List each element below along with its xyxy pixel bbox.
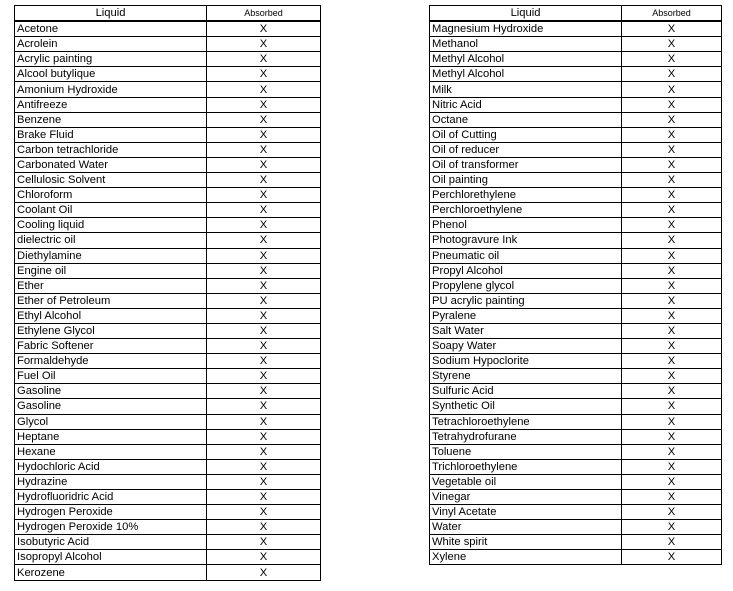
table-row [15,233,321,248]
liquid-name-cell: Antifreeze [15,97,207,112]
absorbed-mark-cell: X [622,339,722,354]
absorbed-mark-cell: X [622,414,722,429]
liquid-name-cell: Tetrahydrofurane [430,429,622,444]
liquid-name-cell: Methyl Alcohol [430,67,622,82]
absorbed-mark-cell: X [622,173,722,188]
table-row [430,203,722,218]
liquid-name-cell: Benzene [15,112,207,127]
absorbed-mark-cell: X [622,112,722,127]
liquid-name-cell: Toluene [430,444,622,459]
liquid-name-cell: Sodium Hypoclorite [430,354,622,369]
table-row [15,218,321,233]
absorbed-mark-cell: X [207,188,321,203]
liquid-name-cell: Carbon tetrachloride [15,142,207,157]
absorbed-mark-cell: X [207,339,321,354]
liquid-name-cell: Kerozene [15,565,207,580]
liquid-name-cell: Hydrazine [15,474,207,489]
table-row [15,52,321,67]
absorbed-mark-cell: X [207,550,321,565]
absorbed-mark-cell: X [622,474,722,489]
table-row [15,399,321,414]
liquid-name-cell: Oil painting [430,173,622,188]
liquid-name-cell: Perchloroethylene [430,203,622,218]
absorbed-mark-cell: X [622,308,722,323]
absorbed-mark-cell: X [207,82,321,97]
liquid-name-cell: PU acrylic painting [430,293,622,308]
table-row [15,142,321,157]
absorbed-mark-cell: X [622,67,722,82]
liquid-name-cell: Methanol [430,37,622,52]
table-row [15,323,321,338]
absorbed-mark-cell: X [207,399,321,414]
liquid-name-cell: Milk [430,82,622,97]
liquid-name-cell: Octane [430,112,622,127]
absorbed-mark-cell: X [622,188,722,203]
absorbed-column-header: Absorbed [622,6,722,22]
table-row [15,37,321,52]
liquid-name-cell: Phenol [430,218,622,233]
absorbed-mark-cell: X [207,444,321,459]
absorbed-mark-cell: X [207,354,321,369]
table-row [430,429,722,444]
absorbed-mark-cell: X [622,52,722,67]
absorbed-mark-cell: X [622,278,722,293]
table-row [15,21,321,37]
absorbed-mark-cell: X [207,459,321,474]
absorbed-mark-cell: X [207,474,321,489]
table-row [15,67,321,82]
liquids-table-left [14,5,321,581]
liquids-table-right [429,5,722,565]
liquid-name-cell: Ethyl Alcohol [15,308,207,323]
table-row [430,323,722,338]
absorbed-mark-cell: X [207,157,321,172]
liquid-name-cell: Brake Fluid [15,127,207,142]
liquid-name-cell: Pneumatic oil [430,248,622,263]
liquid-name-cell: Amonium Hydroxide [15,82,207,97]
table-row [15,97,321,112]
table-row [15,203,321,218]
table-row [430,127,722,142]
absorbed-mark-cell: X [622,218,722,233]
absorbed-mark-cell: X [207,112,321,127]
table-row [430,535,722,550]
table-header-row [15,6,321,22]
absorbed-mark-cell: X [622,429,722,444]
absorbed-mark-cell: X [207,52,321,67]
liquid-name-cell: Oil of transformer [430,157,622,172]
absorbed-mark-cell: X [622,354,722,369]
table-row [15,82,321,97]
absorbed-mark-cell: X [207,490,321,505]
absorbed-mark-cell: X [207,127,321,142]
liquid-name-cell: Hexane [15,444,207,459]
table-row [430,354,722,369]
absorbed-mark-cell: X [207,323,321,338]
table-row [430,157,722,172]
table-row [15,505,321,520]
liquid-name-cell: Acetone [15,21,207,37]
table-row [430,505,722,520]
absorbed-mark-cell: X [207,293,321,308]
absorbed-mark-cell: X [622,323,722,338]
table-row [15,127,321,142]
liquid-name-cell: Engine oil [15,263,207,278]
liquid-name-cell: Acrylic painting [15,52,207,67]
table-row [430,459,722,474]
absorbed-mark-cell: X [622,399,722,414]
absorbed-mark-cell: X [207,97,321,112]
liquid-name-cell: Glycol [15,414,207,429]
absorbed-mark-cell: X [207,248,321,263]
liquid-name-cell: Vinyl Acetate [430,505,622,520]
liquid-name-cell: Isopropyl Alcohol [15,550,207,565]
absorbed-mark-cell: X [622,233,722,248]
liquid-name-cell: Isobutyric Acid [15,535,207,550]
table-row [15,339,321,354]
absorbed-mark-cell: X [622,369,722,384]
table-row [430,188,722,203]
absorbed-mark-cell: X [622,535,722,550]
table-row [430,37,722,52]
table-row [430,490,722,505]
liquid-name-cell: Salt Water [430,323,622,338]
table-row [430,293,722,308]
absorbed-mark-cell: X [622,248,722,263]
absorbed-mark-cell: X [622,263,722,278]
absorbed-mark-cell: X [207,369,321,384]
liquid-column-header: Liquid [430,6,622,22]
liquid-name-cell: Propylene glycol [430,278,622,293]
table-row [430,67,722,82]
liquid-name-cell: Vegetable oil [430,474,622,489]
liquid-name-cell: Hydrofluoridric Acid [15,490,207,505]
absorbed-mark-cell: X [207,218,321,233]
liquid-name-cell: Cooling liquid [15,218,207,233]
absorbed-mark-cell: X [207,233,321,248]
liquid-name-cell: Oil of Cutting [430,127,622,142]
table-row [15,188,321,203]
absorbed-mark-cell: X [622,97,722,112]
table-row [15,354,321,369]
absorbed-mark-cell: X [622,293,722,308]
absorbed-mark-cell: X [622,157,722,172]
table-row [15,520,321,535]
table-body-left [15,21,321,580]
table-row [430,278,722,293]
absorbed-mark-cell: X [622,550,722,565]
table-row [430,520,722,535]
liquid-name-cell: Sulfuric Acid [430,384,622,399]
liquid-name-cell: Chloroform [15,188,207,203]
liquid-name-cell: Ethylene Glycol [15,323,207,338]
absorbed-mark-cell: X [622,505,722,520]
liquid-name-cell: Hydochloric Acid [15,459,207,474]
absorbed-mark-cell: X [207,142,321,157]
absorbed-mark-cell: X [622,520,722,535]
liquid-name-cell: Formaldehyde [15,354,207,369]
liquid-name-cell: Pyralene [430,308,622,323]
liquid-name-cell: White spirit [430,535,622,550]
absorbed-mark-cell: X [207,173,321,188]
table-row [15,369,321,384]
liquid-name-cell: Coolant Oil [15,203,207,218]
table-row [430,52,722,67]
liquid-name-cell: Synthetic Oil [430,399,622,414]
liquid-name-cell: Soapy Water [430,339,622,354]
table-row [15,565,321,580]
absorbed-mark-cell: X [207,565,321,580]
table-row [430,339,722,354]
liquid-name-cell: Nitric Acid [430,97,622,112]
table-row [430,233,722,248]
table-row [15,459,321,474]
table-row [15,535,321,550]
liquid-name-cell: Trichloroethylene [430,459,622,474]
absorbed-mark-cell: X [207,505,321,520]
table-row [15,173,321,188]
absorbed-mark-cell: X [207,278,321,293]
table-row [15,263,321,278]
absorbed-mark-cell: X [622,82,722,97]
absorbed-mark-cell: X [622,203,722,218]
liquid-name-cell: Water [430,520,622,535]
table-row [15,550,321,565]
absorbed-mark-cell: X [207,414,321,429]
absorbed-mark-cell: X [207,308,321,323]
liquid-name-cell: Magnesium Hydroxide [430,21,622,37]
absorbed-mark-cell: X [622,384,722,399]
liquid-name-cell: Cellulosic Solvent [15,173,207,188]
table-header-row [430,6,722,22]
table-row [15,414,321,429]
table-row [430,82,722,97]
table-row [15,248,321,263]
liquid-name-cell: Hydrogen Peroxide [15,505,207,520]
liquid-name-cell: Hydrogen Peroxide 10% [15,520,207,535]
absorbed-mark-cell: X [207,67,321,82]
table-row [15,278,321,293]
liquid-name-cell: Methyl Alcohol [430,52,622,67]
table-row [430,97,722,112]
absorbed-mark-cell: X [622,444,722,459]
table-row [430,112,722,127]
absorbed-mark-cell: X [622,459,722,474]
table-row [430,218,722,233]
liquid-name-cell: Photogravure Ink [430,233,622,248]
liquid-name-cell: Gasoline [15,399,207,414]
absorbed-mark-cell: X [622,490,722,505]
table-row [15,384,321,399]
absorbed-mark-cell: X [622,142,722,157]
absorbed-mark-cell: X [207,21,321,37]
liquid-name-cell: Fabric Softener [15,339,207,354]
absorbed-mark-cell: X [622,21,722,37]
absorbed-mark-cell: X [207,429,321,444]
table-row [15,157,321,172]
liquid-name-cell: Fuel Oil [15,369,207,384]
liquid-name-cell: Styrene [430,369,622,384]
table-row [430,414,722,429]
table-row [430,444,722,459]
absorbed-mark-cell: X [207,263,321,278]
liquid-name-cell: Carbonated Water [15,157,207,172]
table-row [430,248,722,263]
table-row [430,173,722,188]
liquid-name-cell: Ether of Petroleum [15,293,207,308]
absorbed-mark-cell: X [207,203,321,218]
table-row [430,263,722,278]
table-row [15,293,321,308]
table-row [430,384,722,399]
table-row [430,399,722,414]
liquid-name-cell: Oil of reducer [430,142,622,157]
liquid-name-cell: Diethylamine [15,248,207,263]
table-row [430,474,722,489]
absorbed-mark-cell: X [207,535,321,550]
table-row [430,550,722,565]
liquid-name-cell: Tetrachloroethylene [430,414,622,429]
table-row [430,369,722,384]
liquid-name-cell: Vinegar [430,490,622,505]
liquid-name-cell: Propyl Alcohol [430,263,622,278]
absorbed-mark-cell: X [207,37,321,52]
liquid-name-cell: Xylene [430,550,622,565]
liquid-name-cell: Acrolein [15,37,207,52]
liquid-name-cell: Perchlorethylene [430,188,622,203]
table-row [15,429,321,444]
liquid-name-cell: Heptane [15,429,207,444]
liquid-name-cell: dielectric oil [15,233,207,248]
table-row [15,474,321,489]
liquid-name-cell: Alcool butylique [15,67,207,82]
liquid-name-cell: Ether [15,278,207,293]
table-row [15,112,321,127]
absorbed-mark-cell: X [207,520,321,535]
absorbed-mark-cell: X [207,384,321,399]
table-row [430,142,722,157]
table-row [430,308,722,323]
absorbed-mark-cell: X [622,127,722,142]
table-body-right [430,21,722,565]
table-row [15,490,321,505]
liquid-column-header: Liquid [15,6,207,22]
table-row [430,21,722,37]
absorbed-mark-cell: X [622,37,722,52]
absorbed-column-header: Absorbed [207,6,321,22]
table-row [15,308,321,323]
liquid-name-cell: Gasoline [15,384,207,399]
table-row [15,444,321,459]
